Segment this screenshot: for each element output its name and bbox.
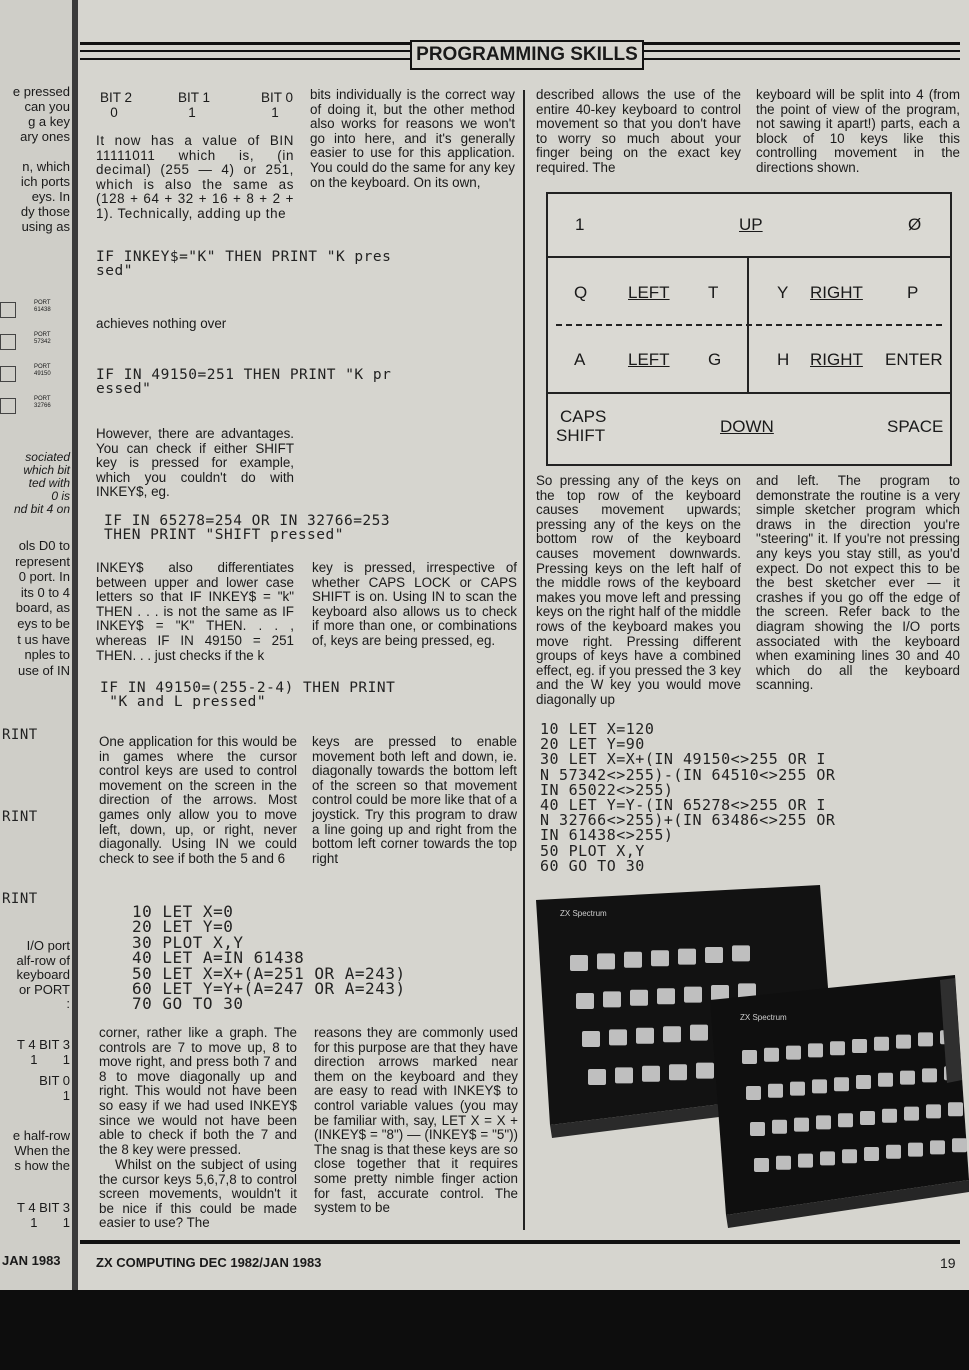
code-listing: 10 LET X=120 20 LET Y=90 30 LET X=X+(IN 49150<>255 OR I N 57342<>255)-(IN 64510<>255 OR IN 65022<>255) 40 LET Y=Y-(IN 65278<>255 OR I N 32766<>255)+(IN 63486<>255 OR IN 61438<>255) 50 PLOT X,Y 60 GO TO 30 bbox=[540, 720, 836, 875]
keycap bbox=[642, 1066, 660, 1082]
key-0: Ø bbox=[908, 215, 922, 234]
bit-value: 1 bbox=[188, 105, 196, 120]
keycap bbox=[864, 1147, 879, 1161]
keycap bbox=[678, 949, 696, 965]
facing-footer: JAN 1983 bbox=[2, 1253, 61, 1268]
divider bbox=[548, 256, 950, 258]
key-h: H bbox=[777, 350, 790, 369]
key-t: T bbox=[708, 283, 719, 302]
paragraph: reasons they are commonly used for this purpose are that they have direction arrows marked near them on the keyboard and they are easy to read with INKEY$ to control variable values (you may be familiar with, say, LET X = X + (INKEY$ = "8") — (INKEY$ = "5")) The snag is that these keys are so close together that it requires some pretty nimble finger action for fast, accurate control. The system to be bbox=[314, 1025, 518, 1216]
key-box bbox=[0, 366, 16, 382]
facing-page-text: its 0 to 4 bbox=[20, 584, 70, 600]
key-q: Q bbox=[574, 283, 588, 302]
keycap bbox=[874, 1037, 889, 1051]
facing-page-text: s how the bbox=[14, 1158, 70, 1173]
key-caps: CAPS bbox=[560, 407, 607, 426]
divider bbox=[548, 392, 950, 394]
keycap bbox=[852, 1039, 867, 1053]
keycap bbox=[588, 1069, 606, 1085]
key-shift: SHIFT bbox=[556, 426, 606, 445]
port-label: PORT 49150 bbox=[34, 364, 51, 377]
bit-label: BIT 1 bbox=[177, 90, 211, 105]
facing-page-text: ted with bbox=[28, 476, 70, 490]
paragraph: and left. The program to demonstrate the routine is a very simple sketcher program which draws in the direction you're "steering" it. If you're not pressing any keys you stay still, as you'd expect. Do not expect this to be the best sketcher ever — it crashes if you go off the edge of the screen. Refer back to the diagram showing the I/O ports associated with the keyboard when examining lines 30 and 40 which do all the keyboard scanning. bbox=[756, 473, 960, 693]
facing-page-text: using as bbox=[21, 219, 70, 234]
keycap bbox=[630, 990, 648, 1006]
scan-border bbox=[0, 1290, 969, 1370]
keycap bbox=[900, 1071, 915, 1085]
keycap bbox=[952, 1138, 967, 1152]
code-fragment-1: RINT bbox=[2, 727, 38, 743]
magazine-footer: ZX COMPUTING DEC 1982/JAN 1983 bbox=[96, 1255, 322, 1270]
bit-label: BIT 2 bbox=[99, 90, 133, 105]
bit-label: BIT 0 bbox=[260, 90, 294, 105]
keycap bbox=[764, 1048, 779, 1062]
code-listing: 10 LET X=0 20 LET Y=0 30 PLOT X,Y 40 LET A=IN 61438 50 LET X=X+(A=251 OR A=243) 60 LET Y=Y+(A=247 OR A=243) 70 GO TO 30 bbox=[132, 902, 406, 1014]
keycap bbox=[669, 1064, 687, 1080]
facing-page-text: 1 1 bbox=[30, 1052, 70, 1067]
keycap bbox=[750, 1122, 765, 1136]
facing-page-text: 1 bbox=[62, 1088, 70, 1103]
keycap bbox=[908, 1143, 923, 1157]
keycap bbox=[742, 1050, 757, 1064]
keycap bbox=[576, 993, 594, 1009]
keycap bbox=[820, 1151, 835, 1165]
keycap bbox=[690, 1025, 708, 1041]
keycap bbox=[918, 1032, 933, 1046]
facing-page-text: which bit bbox=[23, 463, 70, 477]
key-enter: ENTER bbox=[885, 350, 943, 369]
keycap bbox=[790, 1082, 805, 1096]
keycap bbox=[794, 1118, 809, 1132]
keycap bbox=[636, 1028, 654, 1044]
facing-page-text: : bbox=[66, 996, 70, 1012]
paragraph: So pressing any of the keys on the top row of the keyboard causes movement upwards; pressing any of the keys on the bottom row of the keyboard causes movement downwards. Pressing keys on the left half of the middle rows of the keyboard makes you move left and pressing keys on the right half of the middle rows of the keyboard makes you move right. Pressing different groups of keys have a combined effect, eg. if you pressed the 3 key and the W key you would move diagonally up bbox=[536, 473, 741, 707]
keycap bbox=[754, 1158, 769, 1172]
page-number: 19 bbox=[940, 1255, 956, 1271]
paragraph: keyboard will be split into 4 (from the point of view of the program, not sawing it apart!) parts, each a block of 10 keys like this controlling movement in the directions shown. bbox=[756, 87, 960, 175]
facing-page-text: dy those bbox=[20, 204, 70, 219]
code-listing: IF IN 65278=254 OR IN 32766=253 THEN PRINT "SHIFT pressed" bbox=[104, 513, 391, 543]
brand-label: ZX Spectrum bbox=[740, 1013, 787, 1022]
keycap bbox=[842, 1149, 857, 1163]
direction-right: RIGHT bbox=[810, 350, 863, 369]
section-title: PROGRAMMING SKILLS bbox=[410, 40, 644, 70]
paragraph: key is pressed, irrespective of whether CAPS LOCK or CAPS SHIFT is on. Using IN to scan the keyboard also allows us to check if more than one, or combinations of, keys are being pressed, eg. bbox=[312, 560, 517, 648]
direction-left: LEFT bbox=[628, 350, 670, 369]
keycap bbox=[808, 1043, 823, 1057]
facing-page-text: g a key bbox=[28, 114, 70, 129]
key-box bbox=[0, 398, 16, 414]
paragraph: However, there are advantages. You can check if either SHIFT key is pressed for example, which you couldn't do with INKEY$, eg. bbox=[96, 426, 294, 500]
key-box bbox=[0, 302, 16, 318]
keycap bbox=[657, 988, 675, 1004]
keycap bbox=[776, 1156, 791, 1170]
facing-page-text: When the bbox=[14, 1143, 70, 1158]
column-rule bbox=[523, 90, 525, 1230]
key-p: P bbox=[907, 283, 919, 302]
keyboard-split-diagram bbox=[546, 192, 952, 466]
port-label: PORT 61438 bbox=[34, 300, 51, 313]
keycap bbox=[582, 1031, 600, 1047]
keycap bbox=[930, 1140, 945, 1154]
facing-page-text: n, which bbox=[22, 159, 70, 174]
keycap bbox=[896, 1035, 911, 1049]
paragraph: achieves nothing over bbox=[96, 316, 227, 331]
facing-page-text: nd bit 4 on bbox=[13, 502, 70, 516]
facing-page-text: e half-row bbox=[12, 1128, 70, 1143]
keycap bbox=[812, 1079, 827, 1093]
footer-rule bbox=[80, 1240, 960, 1244]
facing-page-text: ich ports bbox=[20, 174, 70, 189]
keycap bbox=[570, 955, 588, 971]
brand-label: ZX Spectrum bbox=[560, 909, 607, 918]
facing-page-text: 0 is bbox=[51, 489, 70, 503]
paragraph: Whilst on the subject of using the cursor keys 5,6,7,8 to control screen movements, wouldn't it be nice if this could be made easier to use? The bbox=[99, 1157, 297, 1231]
facing-page-text: ary ones bbox=[20, 129, 70, 144]
facing-page-text: can you bbox=[24, 99, 70, 114]
facing-page-text: t us have bbox=[17, 631, 70, 647]
code-fragment-3: RINT bbox=[2, 891, 38, 907]
key-box bbox=[0, 334, 16, 350]
keycap bbox=[860, 1111, 875, 1125]
facing-page-text: keyboard bbox=[16, 967, 70, 983]
keycap bbox=[904, 1107, 919, 1121]
keycap bbox=[834, 1077, 849, 1091]
facing-page-text: sociated bbox=[25, 450, 70, 464]
direction-down: DOWN bbox=[720, 417, 774, 436]
keycap bbox=[615, 1067, 633, 1083]
keycap bbox=[856, 1075, 871, 1089]
facing-page-text: T 4 BIT 3 bbox=[17, 1200, 70, 1215]
facing-page-text: eys. In bbox=[31, 189, 70, 204]
code-listing: IF IN 49150=251 THEN PRINT "K pr essed" bbox=[96, 367, 392, 397]
facing-page-text: ols D0 to bbox=[18, 538, 70, 553]
paragraph: It now has a value of BIN 11111011 which is, (in decimal) (255 — 4) or 251, which is also the same as (128 + 64 + 32 + 16 + 8 + 2 + 1). Technically, adding up the bbox=[96, 133, 294, 221]
keycap bbox=[597, 953, 615, 969]
facing-page-text: 1 1 bbox=[30, 1215, 70, 1230]
keycap bbox=[838, 1113, 853, 1127]
keycap bbox=[603, 991, 621, 1007]
dashed-divider bbox=[556, 324, 942, 326]
zx-spectrum-photo bbox=[530, 880, 969, 1235]
paragraph: One application for this would be in games where the cursor control keys are used to control movement on the screen in the direction of the arrows. Most games only allow you to move left, down, up, or right, never diagonally. Using IN we could check to see if both the 5 and 6 bbox=[99, 734, 297, 866]
keycap bbox=[786, 1046, 801, 1060]
computer-illustration-icon bbox=[530, 880, 969, 1235]
facing-page-text: I/O port bbox=[26, 938, 70, 953]
facing-page-text: or PORT bbox=[18, 981, 70, 997]
bit-value: 1 bbox=[271, 105, 279, 120]
keycap bbox=[926, 1104, 941, 1118]
keycap bbox=[663, 1026, 681, 1042]
facing-page-text: use of IN bbox=[17, 662, 70, 678]
key-space: SPACE bbox=[887, 417, 944, 436]
direction-up: UP bbox=[739, 215, 763, 234]
keycap bbox=[609, 1029, 627, 1045]
code-fragment-2: RINT bbox=[2, 809, 38, 825]
key-1: 1 bbox=[575, 215, 585, 234]
keycap bbox=[746, 1086, 761, 1100]
facing-page-text: board, as bbox=[15, 600, 70, 616]
code-listing: IF INKEY$="K" THEN PRINT "K pres sed" bbox=[96, 249, 392, 279]
keycap bbox=[886, 1145, 901, 1159]
keycap bbox=[882, 1109, 897, 1123]
key-g: G bbox=[708, 350, 722, 369]
keycap bbox=[684, 987, 702, 1003]
keycap bbox=[948, 1102, 963, 1116]
bit-value: 0 bbox=[110, 105, 118, 120]
direction-right: RIGHT bbox=[810, 283, 863, 302]
keycap bbox=[768, 1084, 783, 1098]
facing-page-text: BIT 0 bbox=[39, 1073, 70, 1088]
keycap bbox=[732, 945, 750, 961]
spine-gutter bbox=[72, 0, 78, 1290]
keycap bbox=[830, 1041, 845, 1055]
facing-page-edge bbox=[0, 0, 74, 1290]
facing-page-text: e pressed bbox=[12, 84, 70, 99]
facing-page-text: represent bbox=[15, 553, 70, 569]
divider bbox=[747, 258, 749, 394]
key-a: A bbox=[574, 350, 586, 369]
keycap bbox=[705, 947, 723, 963]
keycap bbox=[816, 1115, 831, 1129]
keycap bbox=[922, 1068, 937, 1082]
facing-page-text: eys to be bbox=[17, 616, 70, 631]
code-listing: IF IN 49150=(255-2-4) THEN PRINT "K and L pressed" bbox=[100, 680, 396, 710]
facing-page-text: 0 port. In bbox=[18, 569, 70, 585]
keycap bbox=[651, 950, 669, 966]
paragraph: keys are pressed to enable movement both left and down, ie. diagonally towards the bottom left of the screen so that movement control could be more like that of a joystick. Try this program to draw a line going up and right from the bottom left corner towards the top right bbox=[312, 734, 517, 866]
paragraph: described allows the use of the entire 40-key keyboard to control movement so that you don't have to worry so much about your finger being on the exact key required. The bbox=[536, 87, 741, 175]
facing-page-text: nples to bbox=[24, 647, 70, 663]
direction-left: LEFT bbox=[628, 283, 670, 302]
port-label: PORT 32766 bbox=[34, 396, 51, 409]
paragraph: INKEY$ also differentiates between upper and lower case letters so that IF INKEY$ = "k" THEN . . . is not the same as IF INKEY$ = "K" THEN. . . , whereas IF IN 49150 = 251 THEN. . . just checks if the k bbox=[96, 560, 294, 663]
paragraph: corner, rather like a graph. The controls are 7 to move up, 8 to move right, and press both 7 and 8 to move diagonally up and right. This would not have been so easy if we had used INKEY$ since we would not have been able to check if both the 7 and the 8 key were pressed. bbox=[99, 1025, 297, 1157]
keycap bbox=[696, 1063, 714, 1079]
keycap bbox=[772, 1120, 787, 1134]
key-y: Y bbox=[777, 283, 789, 302]
port-label: PORT 57342 bbox=[34, 332, 51, 345]
facing-page-text: T 4 BIT 3 bbox=[17, 1037, 70, 1052]
facing-page-text: alf-row of bbox=[16, 952, 70, 968]
paragraph: bits individually is the correct way of doing it, but the other method also works for reasons we won't go into here, and it's generally easier to use for this application. You could do the same for any key on the keyboard. On its own, bbox=[310, 87, 515, 190]
keycap bbox=[878, 1073, 893, 1087]
keycap bbox=[624, 952, 642, 968]
keycap bbox=[798, 1154, 813, 1168]
